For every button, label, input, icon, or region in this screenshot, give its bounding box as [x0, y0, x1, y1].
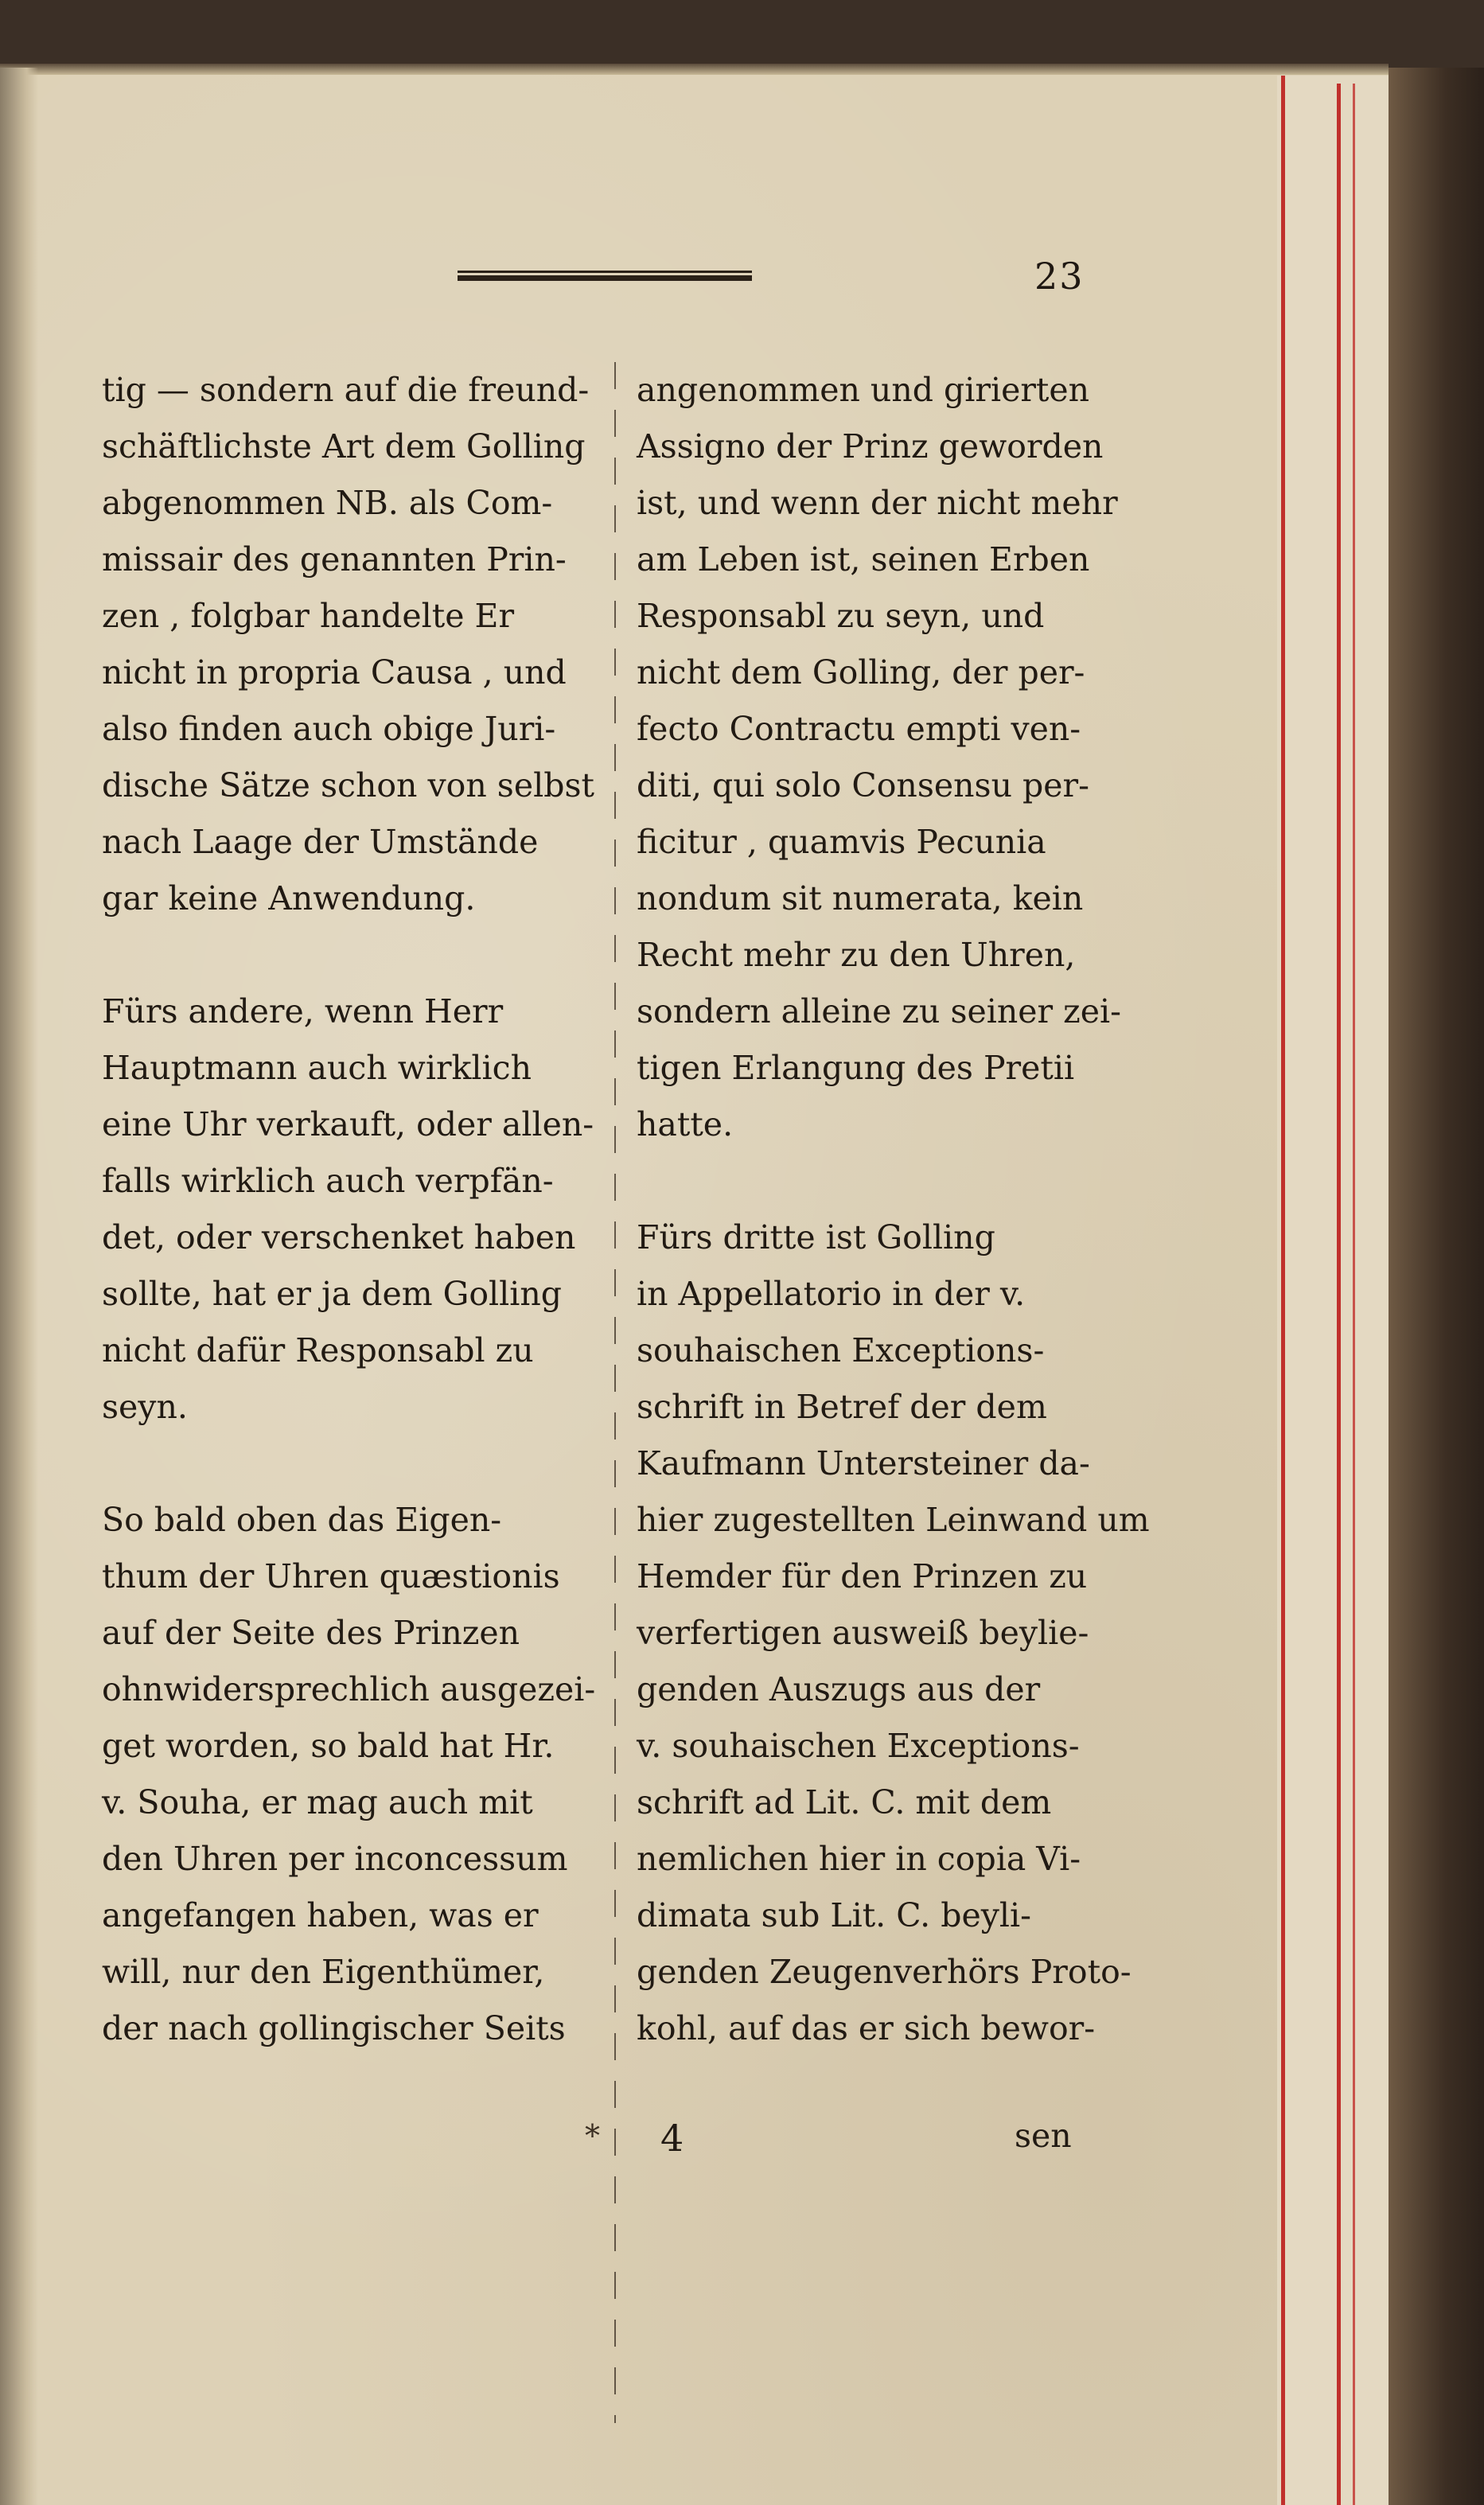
text-line: ohnwidersprechlich ausgezei-	[102, 1670, 596, 1708]
text-line: angefangen haben, was er	[102, 1896, 539, 1934]
text-line: schrift ad Lit. C. mit dem	[637, 1783, 1052, 1821]
text-line: abgenommen NB. als Com-	[102, 484, 553, 522]
text-line: den Uhren per inconcessum	[102, 1840, 568, 1878]
text-line: Recht mehr zu den Uhren,	[637, 936, 1076, 974]
binding-gutter	[0, 68, 38, 2505]
text-line: tig — sondern auf die freund-	[102, 371, 590, 409]
signature-number: 4	[660, 2117, 684, 2160]
text-line: sondern alleine zu seiner zei-	[637, 992, 1122, 1030]
paragraph-gap	[102, 1436, 611, 1492]
text-line: dimata sub Lit. C. beyli-	[637, 1896, 1031, 1934]
text-line: get worden, so bald hat Hr.	[102, 1727, 555, 1765]
paragraph-gap	[637, 1153, 1134, 1210]
text-line: am Leben ist, seinen Erben	[637, 540, 1090, 579]
header-rule-thin	[458, 271, 752, 273]
text-line: nemlichen hier in copia Vi-	[637, 1840, 1081, 1878]
text-line: will, nur den Eigenthümer,	[102, 1953, 545, 1991]
text-line: gar keine Anwendung.	[102, 879, 476, 917]
text-line: thum der Uhren quæstionis	[102, 1557, 560, 1595]
text-line: eine Uhr verkauft, oder allen-	[102, 1105, 594, 1143]
text-line: v. Souha, er mag auch mit	[102, 1783, 533, 1821]
page-number: 23	[1034, 255, 1085, 298]
text-line: nicht dem Golling, der per-	[637, 653, 1085, 692]
text-line: schrift in Betref der dem	[637, 1388, 1047, 1426]
text-line: hatte.	[637, 1105, 734, 1143]
text-line: schäftlichste Art dem Golling	[102, 427, 586, 466]
text-line: fecto Contractu empti ven-	[637, 710, 1081, 748]
text-line: nondum sit numerata, kein	[637, 879, 1084, 917]
red-edge-line	[1337, 84, 1341, 2505]
text-line: tigen Erlangung des Pretii	[637, 1049, 1075, 1087]
text-line: also finden auch obige Juri-	[102, 710, 556, 748]
catchword: sen	[1015, 2117, 1072, 2155]
text-line: der nach gollingischer Seits	[102, 2009, 566, 2047]
text-line: souhaischen Exceptions-	[637, 1331, 1045, 1369]
text-line: seyn.	[102, 1388, 188, 1426]
text-line: det, oder verschenket haben	[102, 1218, 576, 1256]
text-line: hier zugestellten Leinwand um	[637, 1501, 1150, 1539]
text-line: verfertigen ausweiß beylie-	[637, 1614, 1089, 1652]
text-line: dische Sätze schon von selbst	[102, 766, 594, 804]
right-text-column	[637, 362, 1150, 2057]
text-line: genden Auszugs aus der	[637, 1670, 1041, 1708]
text-line: Fürs dritte ist Golling	[637, 1218, 995, 1256]
text-line: nicht dafür Responsabl zu	[102, 1331, 534, 1369]
text-line: genden Zeugenverhörs Proto-	[637, 1953, 1132, 1991]
text-line: auf der Seite des Prinzen	[102, 1614, 520, 1652]
text-line: ist, und wenn der nicht mehr	[637, 484, 1118, 522]
text-line: angenommen und girierten	[637, 371, 1090, 409]
text-line: So bald oben das Eigen-	[102, 1501, 502, 1539]
left-text-column	[102, 362, 611, 2057]
header-rule	[458, 271, 752, 285]
text-line: missair des genannten Prin-	[102, 540, 567, 579]
signature-mark: *	[585, 2118, 600, 2153]
text-line: Kaufmann Untersteiner da-	[637, 1444, 1090, 1482]
text-line: Responsabl zu seyn, und	[637, 597, 1045, 635]
text-line: v. souhaischen Exceptions-	[637, 1727, 1080, 1765]
paragraph-gap	[102, 927, 611, 984]
text-line: in Appellatorio in der v.	[637, 1275, 1026, 1313]
text-line: diti, qui solo Consensu per-	[637, 766, 1089, 804]
red-edge-line	[1353, 84, 1355, 2505]
text-line: nach Laage der Umstände	[102, 823, 539, 861]
text-line: kohl, auf das er sich bewor-	[637, 2009, 1096, 2047]
text-line: nicht in propria Causa , und	[102, 653, 567, 692]
header-rule-thick	[458, 275, 752, 281]
text-line: Hemder für den Prinzen zu	[637, 1557, 1088, 1595]
text-line: falls wirklich auch verpfän-	[102, 1162, 554, 1200]
text-line: ficitur , quamvis Pecunia	[637, 823, 1046, 861]
page-fore-edge	[1277, 76, 1389, 2505]
text-line: zen , folgbar handelte Er	[102, 597, 515, 635]
column-divider	[614, 362, 616, 2423]
text-line: Hauptmann auch wirklich	[102, 1049, 532, 1087]
text-line: sollte, hat er ja dem Golling	[102, 1275, 563, 1313]
text-line: Fürs andere, wenn Herr	[102, 992, 504, 1030]
book-cover-edge	[1389, 68, 1484, 2505]
text-line: Assigno der Prinz geworden	[637, 427, 1104, 466]
red-edge-line	[1281, 76, 1285, 2505]
page-top-edge	[0, 64, 1389, 75]
